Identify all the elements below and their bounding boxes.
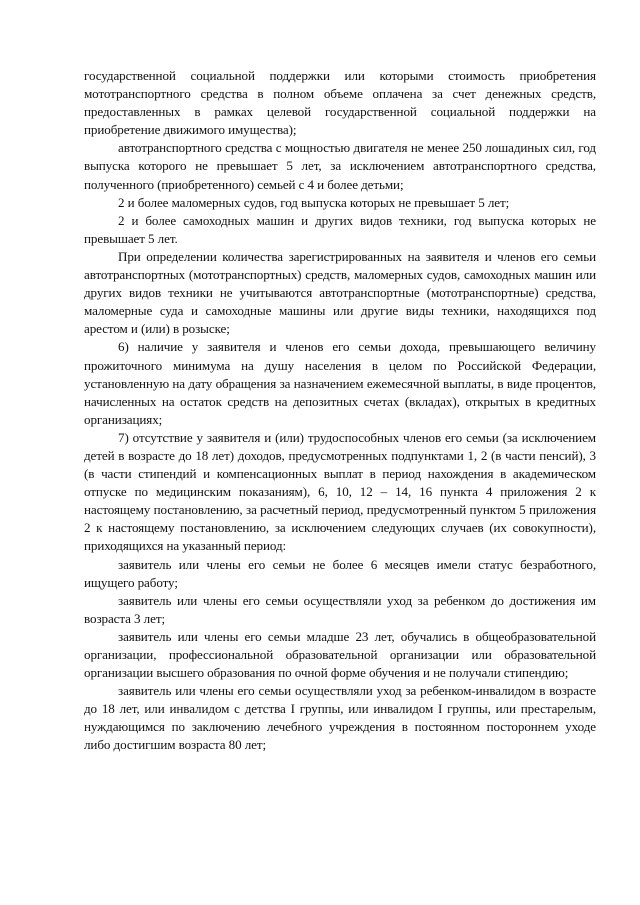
paragraph-counting-rule: При определении количества зарегистрированных на заявителя и членов его семьи автотранспортных (мототранспортных) средств, маломерных судов, самоходных машин или других видов техники не учитываются автотранспортные (мототранспортные) средства, маломерные суда и самоходные машины или другие виды техники, находящихся под арестом и (или) в розыске; <box>84 248 596 337</box>
paragraph-item-6: 6) наличие у заявителя и членов его семьи дохода, превышающего величину прожиточного минимума на душу населения в целом по Российской Федерации, установленную на дату обращения за назначением ежемесячной выплаты, в виде процентов, начисленных на остаток средств на депозитных счетах (вкладах), открытых в кредитных организациях; <box>84 339 596 427</box>
paragraph-students: заявитель или члены его семьи младше 23 лет, обучались в общеобразовательной организации, профессиональной образовательной организации или образовательной организации высшего образования по очной форме обучения и не получали стипендию; <box>84 628 596 681</box>
paragraph-continuation: государственной социальной поддержки или которыми стоимость приобретения мототранспортного средства в полном объеме оплачена за счет денежных средств, предоставленных в рамках целевой государственной социальной поддержки на приобретение движимого имущества); <box>84 68 596 138</box>
paragraph-vehicle-250hp: автотранспортного средства с мощностью двигателя не менее 250 лошадиных сил, год выпуска которого не превышает 5 лет, за исключением автотранспортного средства, полученного (приобретенного) семьей с 4 и более детьми; <box>84 140 596 192</box>
paragraph-disabled-care: заявитель или члены его семьи осуществляли уход за ребенком-инвалидом в возрасте до 18 лет, или инвалидом с детства I группы, или инвалидом I группы, или престарелым, нуждающимся по заключению лечебного учреждения в постоянном постороннем уходе либо достигшим возраста 80 лет; <box>84 683 596 753</box>
paragraph-self-propelled-machines: 2 и более самоходных машин и других видов техники, год выпуска которых не превышает 5 лет. <box>84 212 596 246</box>
paragraph-childcare: заявитель или члены его семьи осуществляли уход за ребенком до достижения им возраста 3 лет; <box>84 592 596 626</box>
paragraph-unemployed: заявитель или члены его семьи не более 6 месяцев имели статус безработного, ищущего работу; <box>84 556 596 590</box>
paragraph-small-vessels: 2 и более маломерных судов, год выпуска которых не превышает 5 лет; <box>118 194 510 210</box>
document-body <box>84 67 596 755</box>
paragraph-item-7: 7) отсутствие у заявителя и (или) трудоспособных членов его семьи (за исключением детей в возрасте до 18 лет) доходов, предусмотренных подпунктами 1, 2 (в части пенсий), 3 (в части стипендий и компенсационных выплат в период нахождения в академическом отпуске по медицинским показаниям), 6, 10, 12 – 14, 16 пункта 4 приложения 2 к настоящему постановлению, за расчетный период, предусмотренный пунктом 5 приложения 2 к настоящему постановлению, за исключением следующих случаев (их совокупности), приходящихся на указанный период: <box>84 429 596 554</box>
